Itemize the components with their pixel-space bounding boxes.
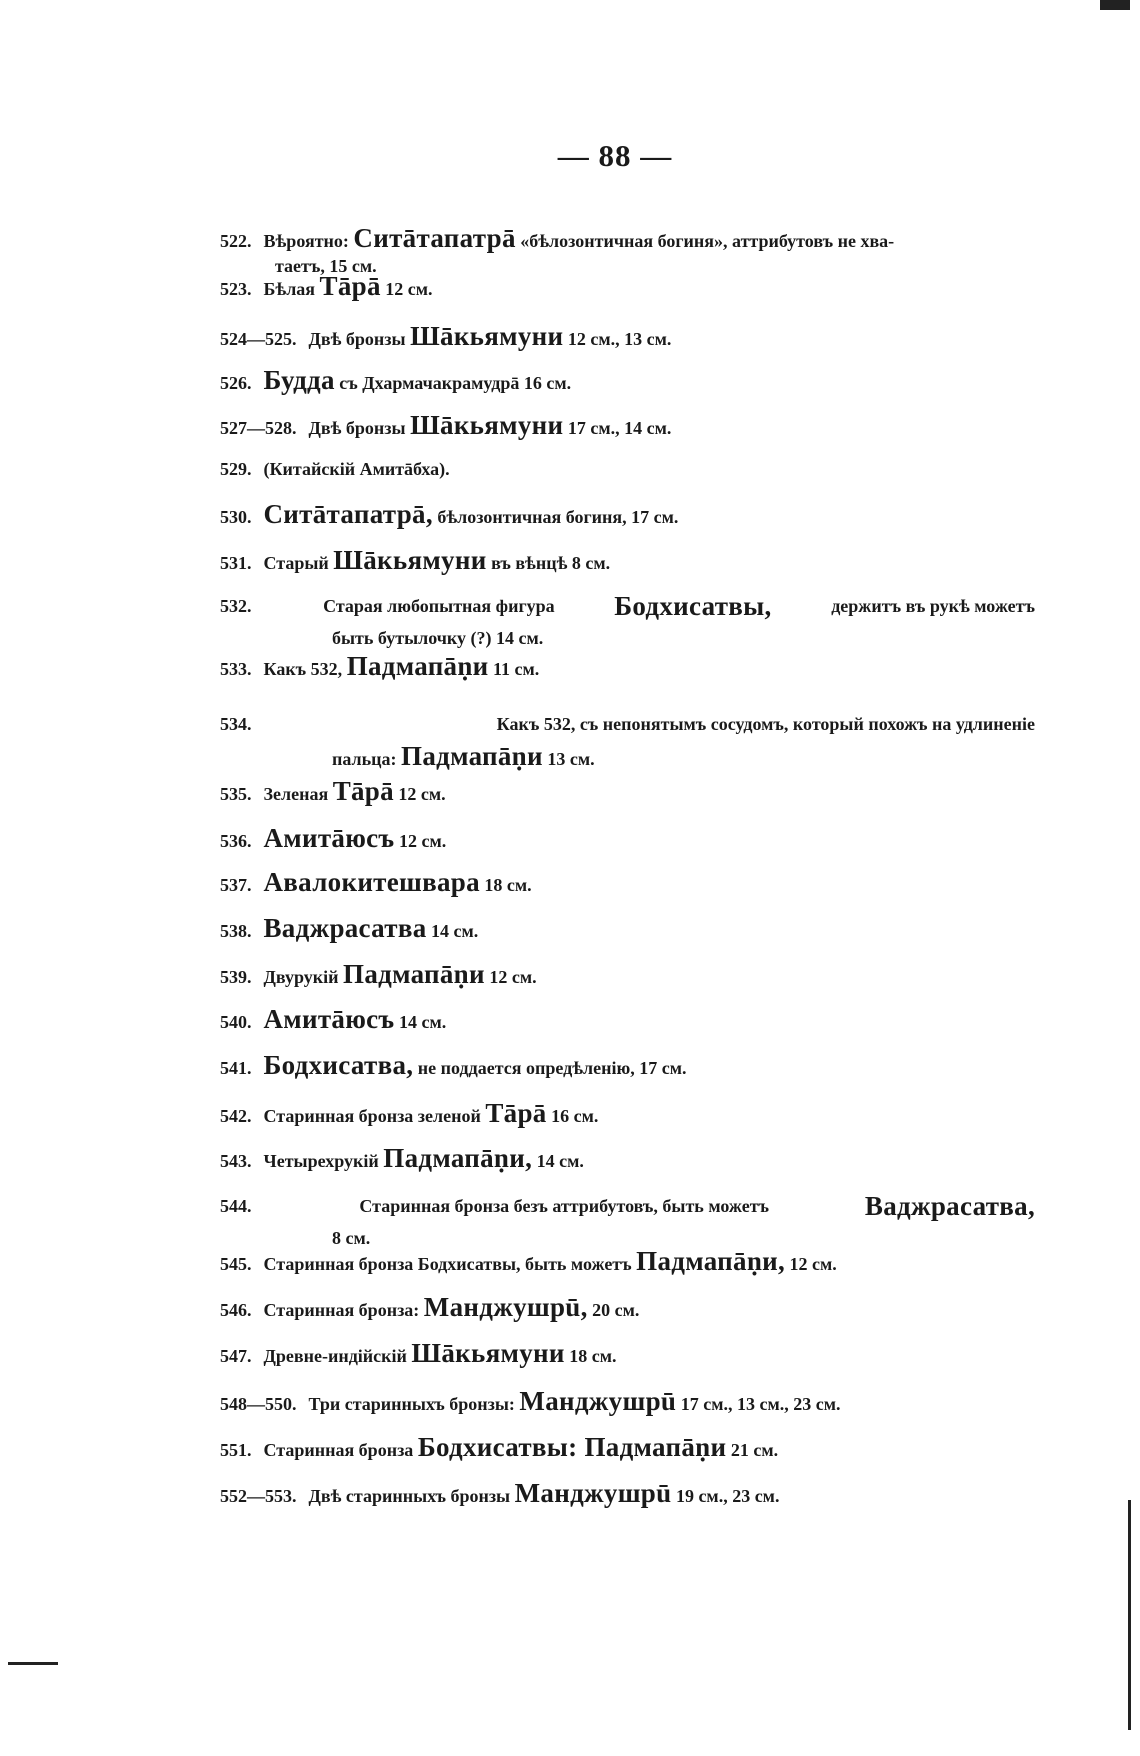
entry-line (220, 544, 1040, 579)
entry-text: 12 см. (789, 1254, 837, 1274)
entry-number: 534. (220, 714, 252, 734)
entry-text: Какъ 532, съ непонятымъ сосудомъ, который похожъ на удлиненіе (496, 714, 1035, 734)
entry-text: «бѣлозонтичная богиня», аттрибутовъ не хва- (520, 231, 895, 251)
entry-text: 17 см., 14 см. (567, 418, 672, 438)
entry-text: 18 см. (569, 1346, 617, 1366)
entry-line (220, 1190, 1035, 1222)
entry-number: 548—550. (220, 1394, 297, 1414)
entry-text: 12 см., 13 см. (567, 329, 672, 349)
entry-text: Двурукій (263, 967, 339, 987)
deity-name: Бодхисатвы, (614, 591, 772, 621)
entry-number: 551. (220, 1440, 252, 1460)
entry-text: Старинная бронза Бодхисатвы, быть можетъ (263, 1254, 632, 1274)
entry-number: 545. (220, 1254, 252, 1274)
entry-text: бѣлозонтичная богиня, 17 см. (437, 507, 679, 527)
catalog-entry (220, 1003, 1040, 1038)
entry-text: Двѣ бронзы (308, 418, 406, 438)
entry-text: 12 см. (398, 784, 446, 804)
entry-line (220, 866, 1040, 901)
entry-line (220, 1142, 1040, 1177)
entry-number: 538. (220, 921, 252, 941)
catalog-entry (220, 590, 1040, 648)
deity-name: Падмапāṇи, (383, 1143, 533, 1173)
entry-text: Двѣ бронзы (308, 329, 406, 349)
entry-text: Древне-индійскій (263, 1346, 407, 1366)
entry-text: 11 см. (493, 659, 540, 679)
deity-name: Тāрā (332, 776, 394, 806)
deity-name: Манджушрū (519, 1386, 677, 1416)
entry-text: 19 см., 23 см. (675, 1486, 780, 1506)
entry-text: Старинная бронза зеленой (263, 1106, 481, 1126)
deity-name: Шāкьямуни (333, 545, 487, 575)
catalog-entry (220, 1142, 1040, 1177)
entry-number: 537. (220, 875, 252, 895)
entry-text: 12 см. (385, 279, 433, 299)
entry-line (220, 364, 1040, 399)
entry-line (220, 1337, 1040, 1372)
entry-number: 531. (220, 553, 252, 573)
deity-name: Ваджрасатва, (864, 1191, 1035, 1221)
catalog-entry (220, 453, 1040, 485)
entry-text: 17 см., 13 см., 23 см. (680, 1394, 841, 1414)
entry-text: пальца: (332, 749, 397, 769)
entry-text: въ вѣнцѣ 8 см. (491, 553, 611, 573)
entry-text: 16 см. (551, 1106, 599, 1126)
scan-mark-left-dash (8, 1662, 58, 1665)
scan-mark-top-right (1100, 0, 1130, 10)
deity-name: Тāрā (319, 271, 381, 301)
entry-line (220, 453, 1040, 485)
deity-name: Падмапāṇи, (636, 1246, 786, 1276)
entry-text: таетъ, 15 см. (275, 256, 377, 276)
entry-line (220, 1477, 1040, 1512)
entry-text: Бѣлая (263, 279, 316, 299)
deity-name: Бодхисатва, (263, 1050, 414, 1080)
entry-number: 540. (220, 1012, 252, 1032)
entry-line (220, 1431, 1040, 1466)
deity-name: Манджушрū, (423, 1292, 588, 1322)
entry-text: 8 см. (332, 1228, 371, 1248)
entry-number: 552—553. (220, 1486, 297, 1506)
catalog-entry (220, 364, 1040, 399)
entry-number: 523. (220, 279, 252, 299)
entry-line (220, 270, 1040, 305)
entry-number: 530. (220, 507, 252, 527)
entry-line (220, 1291, 1040, 1326)
entry-line (220, 650, 1040, 685)
catalog-entry (220, 1245, 1040, 1280)
catalog-entry (220, 222, 1040, 276)
entry-text: Три старинныхъ бронзы: (308, 1394, 515, 1414)
deity-name: Ситāтапатрā, (263, 499, 433, 529)
entry-text: 21 см. (730, 1440, 779, 1460)
entry-number: 535. (220, 784, 252, 804)
catalog-entry (220, 708, 1040, 771)
catalog-entry (220, 270, 1040, 305)
entry-line (220, 912, 1040, 947)
entry-number: 542. (220, 1106, 252, 1126)
entry-number: 522. (220, 231, 252, 251)
entry-text: Старая любопытная фигура (323, 596, 555, 616)
page-number: — 88 — (557, 138, 673, 173)
catalog-entry (220, 1431, 1040, 1466)
entry-text: держитъ въ рукѣ можетъ (831, 596, 1035, 616)
entry-text: 12 см. (489, 967, 537, 987)
deity-name: Бодхисатвы: Падмапāṇи (417, 1432, 727, 1462)
deity-name: Авалокитешвара (263, 867, 480, 897)
deity-name: Манджушрū (514, 1478, 672, 1508)
deity-name: Шāкьямуни (410, 321, 564, 351)
entry-text: Старинная бронза безъ аттрибутовъ, быть можетъ (359, 1196, 770, 1216)
deity-name: Будда (263, 365, 335, 395)
entry-text: (Китайскій Амитāбха). (263, 459, 450, 479)
entry-text: Зеленая (263, 784, 329, 804)
entry-text: Старинная бронза: (263, 1300, 420, 1320)
entry-number: 541. (220, 1058, 252, 1078)
deity-name: Падмапāṇи (346, 651, 489, 681)
entry-line (220, 775, 1040, 810)
entry-number: 524—525. (220, 329, 297, 349)
catalog-entry (220, 1291, 1040, 1326)
entry-line (220, 1097, 1040, 1132)
deity-name: Падмапāṇи (401, 741, 543, 771)
entry-text: 14 см. (398, 1012, 447, 1032)
entry-line (220, 320, 1040, 355)
entry-text: Четырехрукій (263, 1151, 379, 1171)
deity-name: Ваджрасатва (263, 913, 427, 943)
catalog-entry (220, 1097, 1040, 1132)
entry-number: 544. (220, 1196, 252, 1216)
entry-text: Старый (263, 553, 329, 573)
entry-text: Вѣроятно: (263, 231, 349, 251)
entry-line (220, 1003, 1040, 1038)
entry-text: быть бутылочку (?) 14 см. (332, 628, 544, 648)
entry-line (220, 822, 1040, 857)
deity-name: Амитāюсъ (263, 823, 395, 853)
entry-number: 527—528. (220, 418, 297, 438)
entry-text: Старинная бронза (263, 1440, 414, 1460)
catalog-entry (220, 822, 1040, 857)
catalog-entry (220, 320, 1040, 355)
catalog-entry (220, 866, 1040, 901)
entry-number: 529. (220, 459, 252, 479)
deity-name: Ситāтапатрā (353, 223, 516, 253)
deity-name: Падмапāṇи (343, 959, 485, 989)
entry-text: 13 см. (547, 749, 595, 769)
scan-mark-right-edge (1128, 1500, 1131, 1730)
catalog-entry (220, 1477, 1040, 1512)
entry-line (220, 1049, 1040, 1084)
entry-text: Двѣ старинныхъ бронзы (308, 1486, 511, 1506)
entry-text: 14 см. (536, 1151, 584, 1171)
entry-number: 536. (220, 831, 252, 851)
entry-text: 12 см. (398, 831, 447, 851)
deity-name: Тāрā (485, 1098, 547, 1128)
entry-text: Какъ 532, (263, 659, 343, 679)
catalog-entry (220, 409, 1040, 444)
entry-line (220, 498, 1040, 533)
catalog-entry (220, 958, 1040, 993)
entry-number: 539. (220, 967, 252, 987)
entry-continuation (332, 740, 595, 775)
catalog-entry (220, 1190, 1040, 1248)
deity-name: Шāкьямуни (411, 1338, 565, 1368)
deity-name: Амитāюсъ (263, 1004, 395, 1034)
entry-number: 532. (220, 596, 252, 616)
entry-text: 18 см. (484, 875, 532, 895)
catalog-entry (220, 650, 1040, 685)
entry-number: 533. (220, 659, 252, 679)
entry-line (220, 1385, 1040, 1420)
entry-text: не поддается опредѣленію, 17 см. (417, 1058, 687, 1078)
entry-text: съ Дхармачакрамудрā 16 см. (339, 373, 572, 393)
entry-line (220, 708, 1035, 740)
catalog-entry (220, 775, 1040, 810)
entry-line (220, 958, 1040, 993)
entry-number: 546. (220, 1300, 252, 1320)
catalog-entry (220, 544, 1040, 579)
entry-line (220, 409, 1040, 444)
catalog-entry (220, 912, 1040, 947)
entry-line (220, 1245, 1040, 1280)
entry-number: 547. (220, 1346, 252, 1366)
entry-line (220, 590, 1035, 622)
entry-number: 526. (220, 373, 252, 393)
deity-name: Шāкьямуни (410, 410, 564, 440)
entry-text: 20 см. (592, 1300, 640, 1320)
catalog-entry (220, 1049, 1040, 1084)
catalog-entry (220, 1337, 1040, 1372)
entry-text: 14 см. (431, 921, 479, 941)
catalog-entry (220, 498, 1040, 533)
catalog-entry (220, 1385, 1040, 1420)
entry-number: 543. (220, 1151, 252, 1171)
